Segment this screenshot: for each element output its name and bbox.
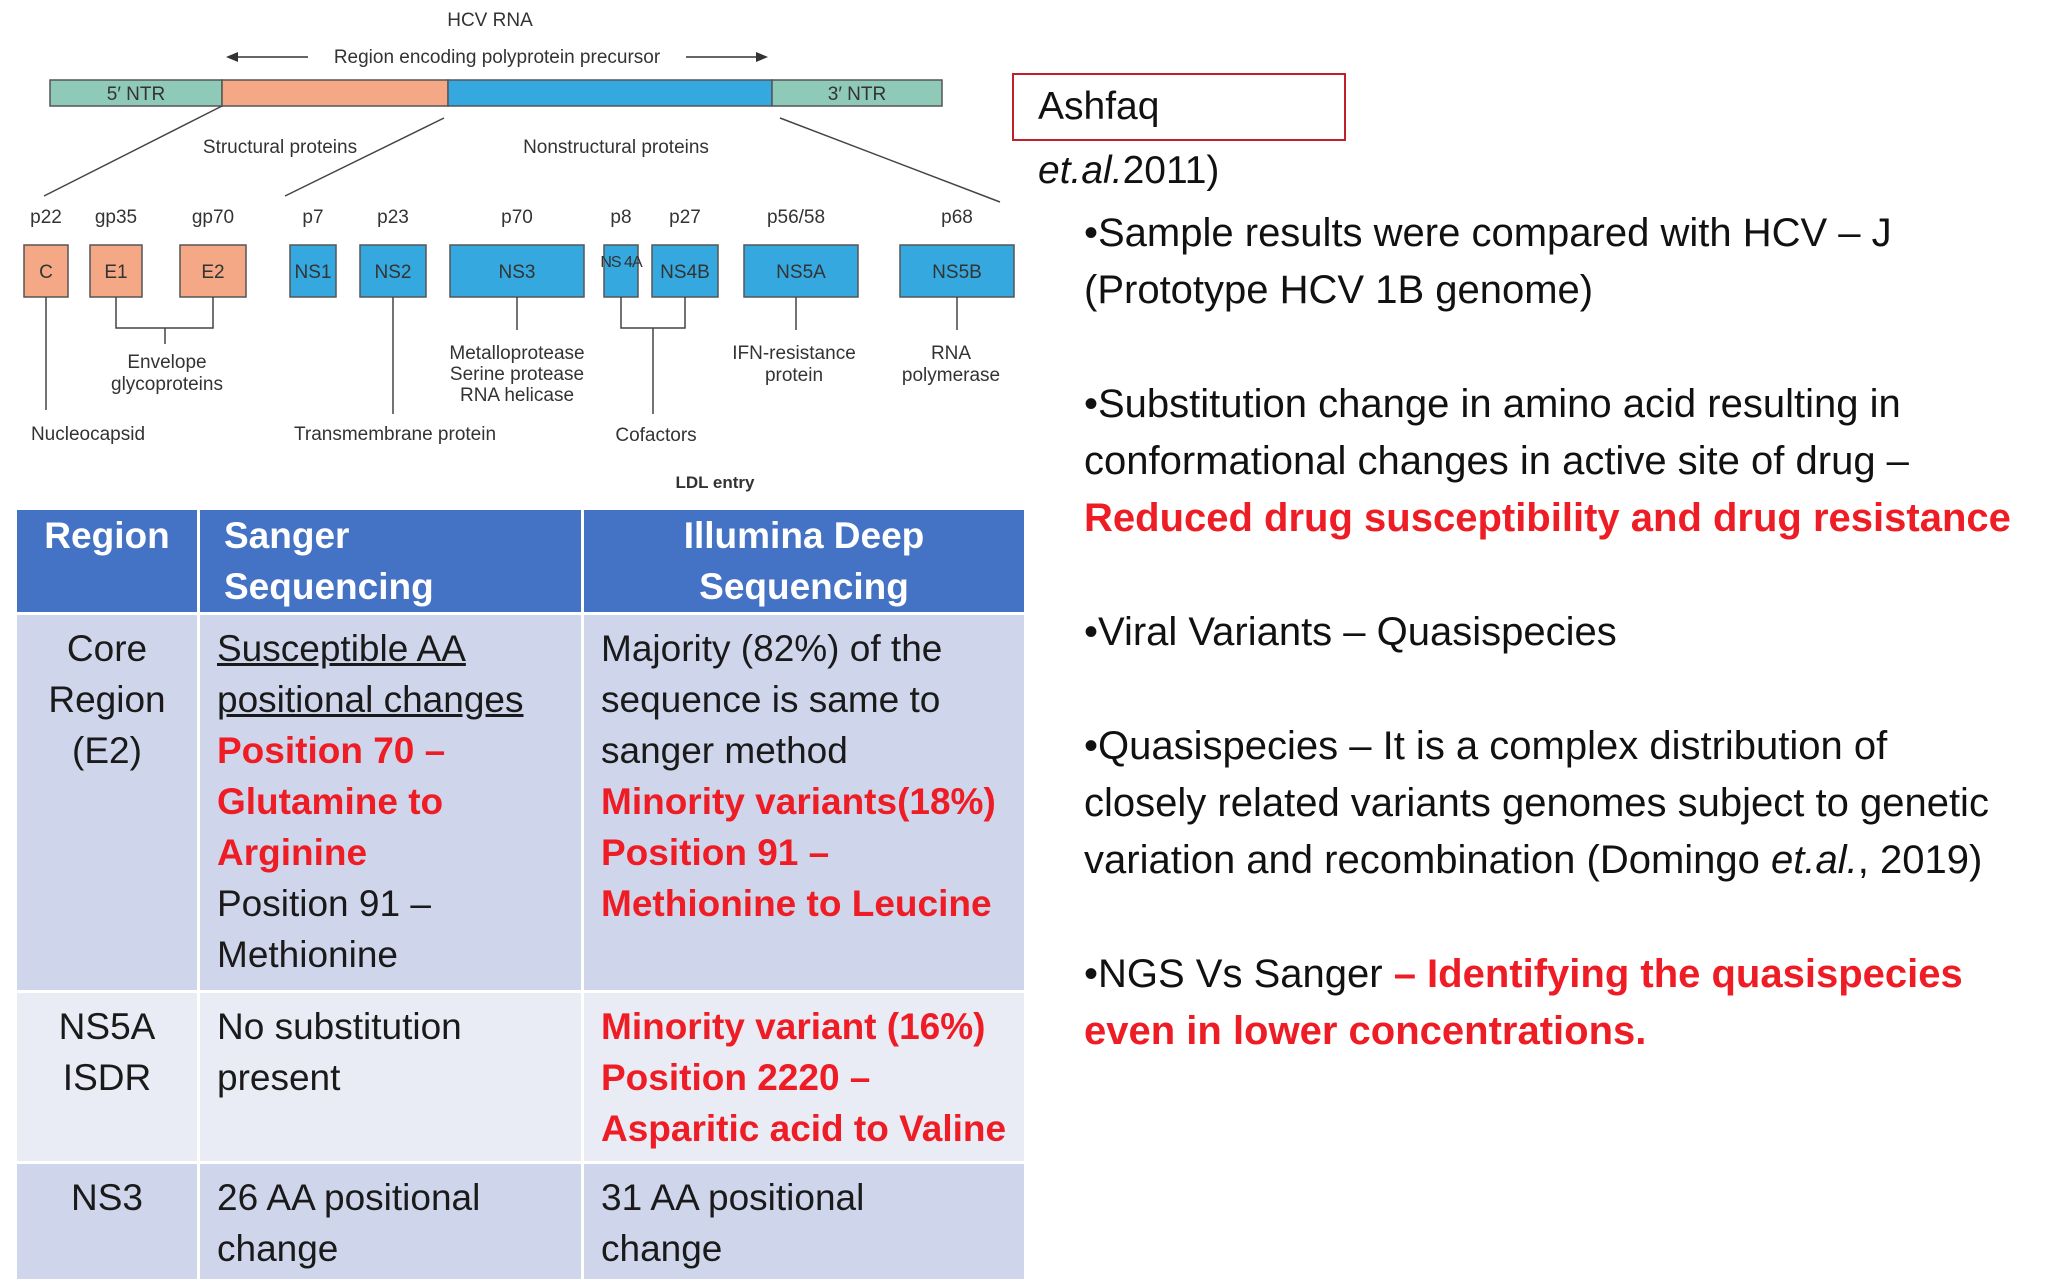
sanger-underlined-line: positional changes — [217, 679, 524, 720]
ns5a-function-label: protein — [764, 365, 824, 386]
ldl-entry-label: LDL entry — [675, 473, 755, 492]
ns3-function-label: RNA helicase — [459, 385, 575, 406]
bullet-list — [1084, 205, 2014, 1060]
illumina-highlight-line: Position 91 – — [601, 832, 830, 873]
bullet-item — [1084, 376, 2014, 547]
ns5a-function-label: IFN-resistance — [732, 343, 856, 364]
citation-year: 2011) — [1122, 149, 1220, 192]
nonstructural-segment — [448, 80, 772, 106]
bullet-text: •Substitution change in amino acid resulting in conformational changes in active site of drug – — [1084, 382, 1909, 483]
citation-etal: et.al. — [1038, 149, 1123, 192]
hcv-genome-diagram — [0, 0, 1040, 505]
header-sanger: Sanger Sequencing — [199, 509, 583, 614]
protein-name: NS1 — [294, 262, 332, 283]
region-line: Core — [66, 628, 148, 669]
sanger-cell — [199, 1163, 583, 1281]
table-row — [16, 614, 1026, 992]
region-cell — [16, 614, 199, 992]
protein-name: NS3 — [498, 262, 536, 283]
region-line: ISDR — [62, 1057, 152, 1098]
header-region: Region — [16, 509, 199, 614]
region-line: (E2) — [72, 730, 142, 771]
citation-author: Ashfaq — [1038, 85, 1160, 128]
protein-tag: p22 — [30, 207, 62, 228]
sanger-line: No substitution — [217, 1006, 462, 1047]
protein-tag: p27 — [669, 207, 701, 228]
nucleocapsid-label: Nucleocapsid — [30, 424, 146, 445]
ns5b-function-label: RNA — [930, 343, 972, 364]
envelope-label: Envelope — [127, 352, 207, 373]
bullet-item — [1084, 718, 2014, 889]
sanger-highlight-line: Arginine — [217, 832, 368, 873]
illumina-line: change — [601, 1228, 723, 1269]
illumina-highlight-line: Position 2220 – — [601, 1057, 871, 1098]
ns3-function-label: Metalloprotease — [449, 343, 585, 364]
region-line: NS3 — [71, 1177, 143, 1218]
structural-label: Structural proteins — [202, 137, 358, 158]
header-illumina: Illumina Deep Sequencing — [583, 509, 1026, 614]
bullet-text: •NGS Vs Sanger — [1084, 952, 1394, 996]
protein-tag: p7 — [302, 207, 324, 228]
ns3-function-label: Serine protease — [449, 364, 585, 385]
protein-tag: p70 — [501, 207, 533, 228]
sanger-highlight-line: Glutamine to — [217, 781, 444, 822]
sequencing-comparison-table — [14, 507, 1027, 1282]
illumina-line: 31 AA positional — [601, 1177, 865, 1218]
protein-name: NS5B — [932, 262, 982, 283]
sanger-line: present — [217, 1057, 341, 1098]
ntr3-label: 3′ NTR — [827, 84, 887, 105]
bullet-text: •Sample results were compared with HCV – J (Prototype HCV 1B genome) — [1084, 211, 1892, 312]
illumina-line: sanger method — [601, 730, 848, 771]
protein-tag: gp70 — [191, 207, 235, 228]
protein-name: C — [39, 262, 53, 283]
illumina-highlight-line: Minority variant (16%) — [601, 1006, 986, 1047]
bullet-etal: et.al. — [1771, 838, 1858, 882]
ntr5-label: 5′ NTR — [106, 84, 166, 105]
envelope-label: glycoproteins — [111, 374, 223, 395]
bullet-highlight: – Identifying the quasispecies even in lower concentrations. — [1084, 952, 1963, 1053]
ns5b-function-label: polymerase — [901, 365, 1001, 386]
protein-name: E2 — [201, 262, 225, 283]
region-cell — [16, 992, 199, 1163]
illumina-highlight-line: Asparitic acid to Valine — [601, 1108, 1007, 1149]
illumina-cell — [583, 614, 1026, 992]
sanger-cell — [199, 614, 583, 992]
protein-tag: p23 — [377, 207, 409, 228]
protein-name: NS2 — [374, 262, 412, 283]
illumina-highlight-line: Minority variants(18%) — [601, 781, 996, 822]
region-cell — [16, 1163, 199, 1281]
diagram-title: HCV RNA — [447, 10, 533, 31]
protein-box-ns4a — [604, 245, 638, 297]
illumina-line: sequence is same to — [601, 679, 941, 720]
structural-segment — [222, 80, 448, 106]
table-header-row — [16, 509, 1026, 614]
bullet-item — [1084, 205, 2014, 319]
table-row — [16, 1163, 1026, 1281]
region-line: NS5A — [58, 1006, 156, 1047]
illumina-cell — [583, 992, 1026, 1163]
protein-tag: gp35 — [94, 207, 138, 228]
protein-name: NS5A — [776, 262, 826, 283]
protein-name: NS 4A — [600, 254, 642, 271]
bullet-item — [1084, 604, 2014, 661]
protein-name: E1 — [104, 262, 128, 283]
table-row — [16, 992, 1026, 1163]
illumina-line: Majority (82%) of the — [601, 628, 943, 669]
cofactors-label: Cofactors — [615, 425, 697, 446]
sanger-highlight-line: Position 70 – — [217, 730, 446, 771]
protein-tag: p8 — [610, 207, 632, 228]
region-line: Region — [48, 679, 166, 720]
sanger-line: Methionine — [217, 934, 399, 975]
illumina-highlight-line: Methionine to Leucine — [601, 883, 992, 924]
protein-tag: p56/58 — [766, 207, 826, 228]
transmembrane-label: Transmembrane protein — [293, 424, 497, 445]
protein-name: NS4B — [660, 262, 710, 283]
bullet-item — [1084, 946, 2014, 1060]
bullet-text: •Viral Variants – Quasispecies — [1084, 610, 1617, 654]
sanger-line: change — [217, 1228, 339, 1269]
sanger-underlined-line: Susceptible AA — [217, 628, 466, 669]
region-label: Region encoding polyprotein precursor — [333, 47, 661, 68]
bullet-text: , 2019) — [1857, 838, 1983, 882]
bullet-text: •Quasispecies – It is a complex distribution of closely related variants genomes subject to genetic variation and recombination (Domingo — [1084, 724, 1989, 882]
protein-tag: p68 — [941, 207, 973, 228]
sanger-line: Position 91 – — [217, 883, 431, 924]
illumina-cell — [583, 1163, 1026, 1281]
citation-box — [1012, 73, 1346, 192]
sanger-line: 26 AA positional — [217, 1177, 481, 1218]
sanger-cell — [199, 992, 583, 1163]
nonstructural-label: Nonstructural proteins — [523, 137, 709, 158]
bullet-highlight: Reduced drug susceptibility and drug resistance — [1084, 496, 2011, 540]
